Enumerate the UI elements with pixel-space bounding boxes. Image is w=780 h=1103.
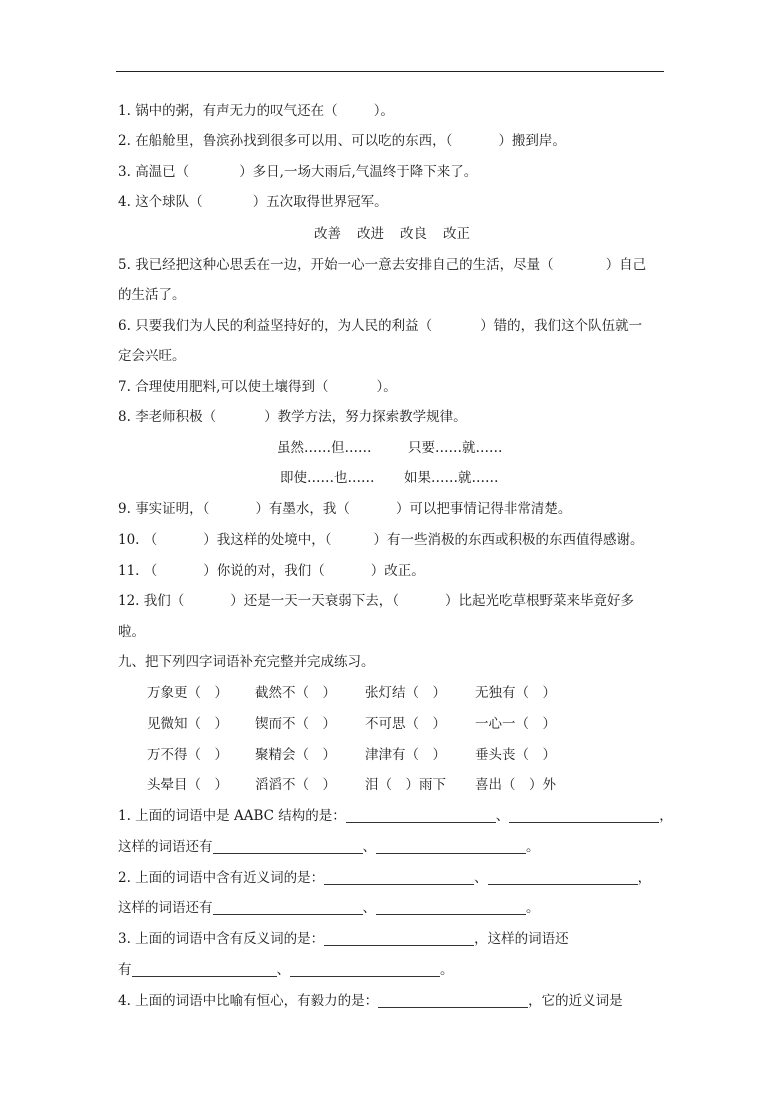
idiom-item[interactable]: 张灯结（ ） — [365, 685, 446, 701]
idiom-item[interactable]: 见微知（ ） — [147, 716, 228, 732]
exercise-3: 3. 上面的词语中含有反义词的是： ，这样的词语还 — [118, 931, 569, 947]
idiom-item[interactable]: 津津有（ ） — [365, 747, 446, 763]
question-10: 10. （ ）我这样的处境中，（ ）有一些消极的东西或积极的东西值得感谢。 — [118, 532, 644, 548]
exercise-2: 2. 上面的词语中含有近义词的是： 、 ， — [118, 870, 652, 886]
idiom-item[interactable]: 头晕目（ ） — [147, 777, 228, 793]
idiom-item[interactable]: 滔滔不（ ） — [255, 777, 336, 793]
idiom-item[interactable]: 一心一（ ） — [475, 716, 556, 732]
exercise-4: 4. 上面的词语中比喻有恒心，有毅力的是： ，它的近义词是 — [118, 993, 623, 1009]
answer-line[interactable] — [509, 808, 659, 823]
question-4: 4. 这个球队（ ）五次取得世界冠军。 — [118, 194, 388, 210]
question-5: 5. 我已经把这种心思丢在一边，开始一心一意去安排自己的生活，尽量（ ）自己 — [118, 257, 647, 273]
question-9: 9. 事实证明，（ ）有墨水，我（ ）可以把事情记得非常清楚。 — [118, 501, 572, 517]
idiom-item[interactable]: 截然不（ ） — [255, 685, 336, 701]
idiom-item[interactable]: 喜出（ ）外 — [475, 777, 556, 793]
idiom-item[interactable]: 万象更（ ） — [147, 685, 228, 701]
question-6-cont: 定会兴旺。 — [118, 348, 186, 364]
exercise-2-cont: 这样的词语还有 、 。 — [118, 900, 540, 916]
idiom-item[interactable]: 泪（ ）雨下 — [365, 777, 446, 793]
exercise-1-cont: 这样的词语还有 、 。 — [118, 839, 540, 855]
question-5-cont: 的生活了。 — [118, 287, 186, 303]
word-bank-1: 改善 改进 改良 改正 — [314, 226, 470, 242]
answer-line[interactable] — [213, 839, 363, 854]
question-12: 12. 我们（ ）还是一天一天衰弱下去，（ ）比起光吃草根野菜来毕竟好多 — [118, 593, 635, 609]
exercise-1: 1. 上面的词语中是 AABC 结构的是： 、 ， — [118, 808, 673, 824]
answer-line[interactable] — [488, 870, 638, 885]
question-7: 7. 合理使用肥料,可以使土壤得到（ ）。 — [118, 379, 397, 395]
exercise-3-cont: 有 、 。 — [118, 962, 454, 978]
idiom-item[interactable]: 无独有（ ） — [475, 685, 556, 701]
answer-line[interactable] — [376, 839, 526, 854]
answer-line[interactable] — [378, 993, 528, 1008]
idiom-item[interactable]: 万不得（ ） — [147, 747, 228, 763]
question-12-cont: 啦。 — [118, 624, 145, 640]
word-bank-2-item: 如果……就…… — [404, 470, 499, 486]
idiom-item[interactable]: 锲而不（ ） — [255, 716, 336, 732]
question-3: 3. 高温已（ ）多日,一场大雨后,气温终于降下来了。 — [118, 164, 478, 180]
idiom-item[interactable]: 聚精会（ ） — [255, 747, 336, 763]
answer-line[interactable] — [346, 808, 496, 823]
word-bank-2-item: 虽然……但…… — [277, 440, 372, 456]
question-8: 8. 李老师积极（ ）教学方法，努力探索教学规律。 — [118, 409, 467, 425]
answer-line[interactable] — [132, 962, 277, 977]
answer-line[interactable] — [324, 931, 474, 946]
answer-line[interactable] — [376, 900, 526, 915]
section-9-heading: 九、把下列四字词语补充完整并完成练习。 — [118, 654, 375, 670]
question-11: 11. （ ）你说的对，我们（ ）改正。 — [118, 563, 425, 579]
answer-line[interactable] — [213, 900, 363, 915]
question-1: 1. 锅中的粥，有声无力的叹气还在（ ）。 — [118, 103, 394, 119]
answer-line[interactable] — [324, 870, 474, 885]
question-6: 6. 只要我们为人民的利益坚持好的，为人民的利益（ ）错的，我们这个队伍就一 — [118, 318, 643, 334]
idiom-item[interactable]: 不可思（ ） — [365, 716, 446, 732]
word-bank-2-item: 即使……也…… — [280, 470, 375, 486]
word-bank-2-item: 只要……就…… — [408, 440, 503, 456]
header-rule — [116, 71, 664, 72]
answer-line[interactable] — [290, 962, 440, 977]
idiom-item[interactable]: 垂头丧（ ） — [475, 747, 556, 763]
question-2: 2. 在船舱里，鲁滨孙找到很多可以用、可以吃的东西，（ ）搬到岸。 — [118, 133, 566, 149]
